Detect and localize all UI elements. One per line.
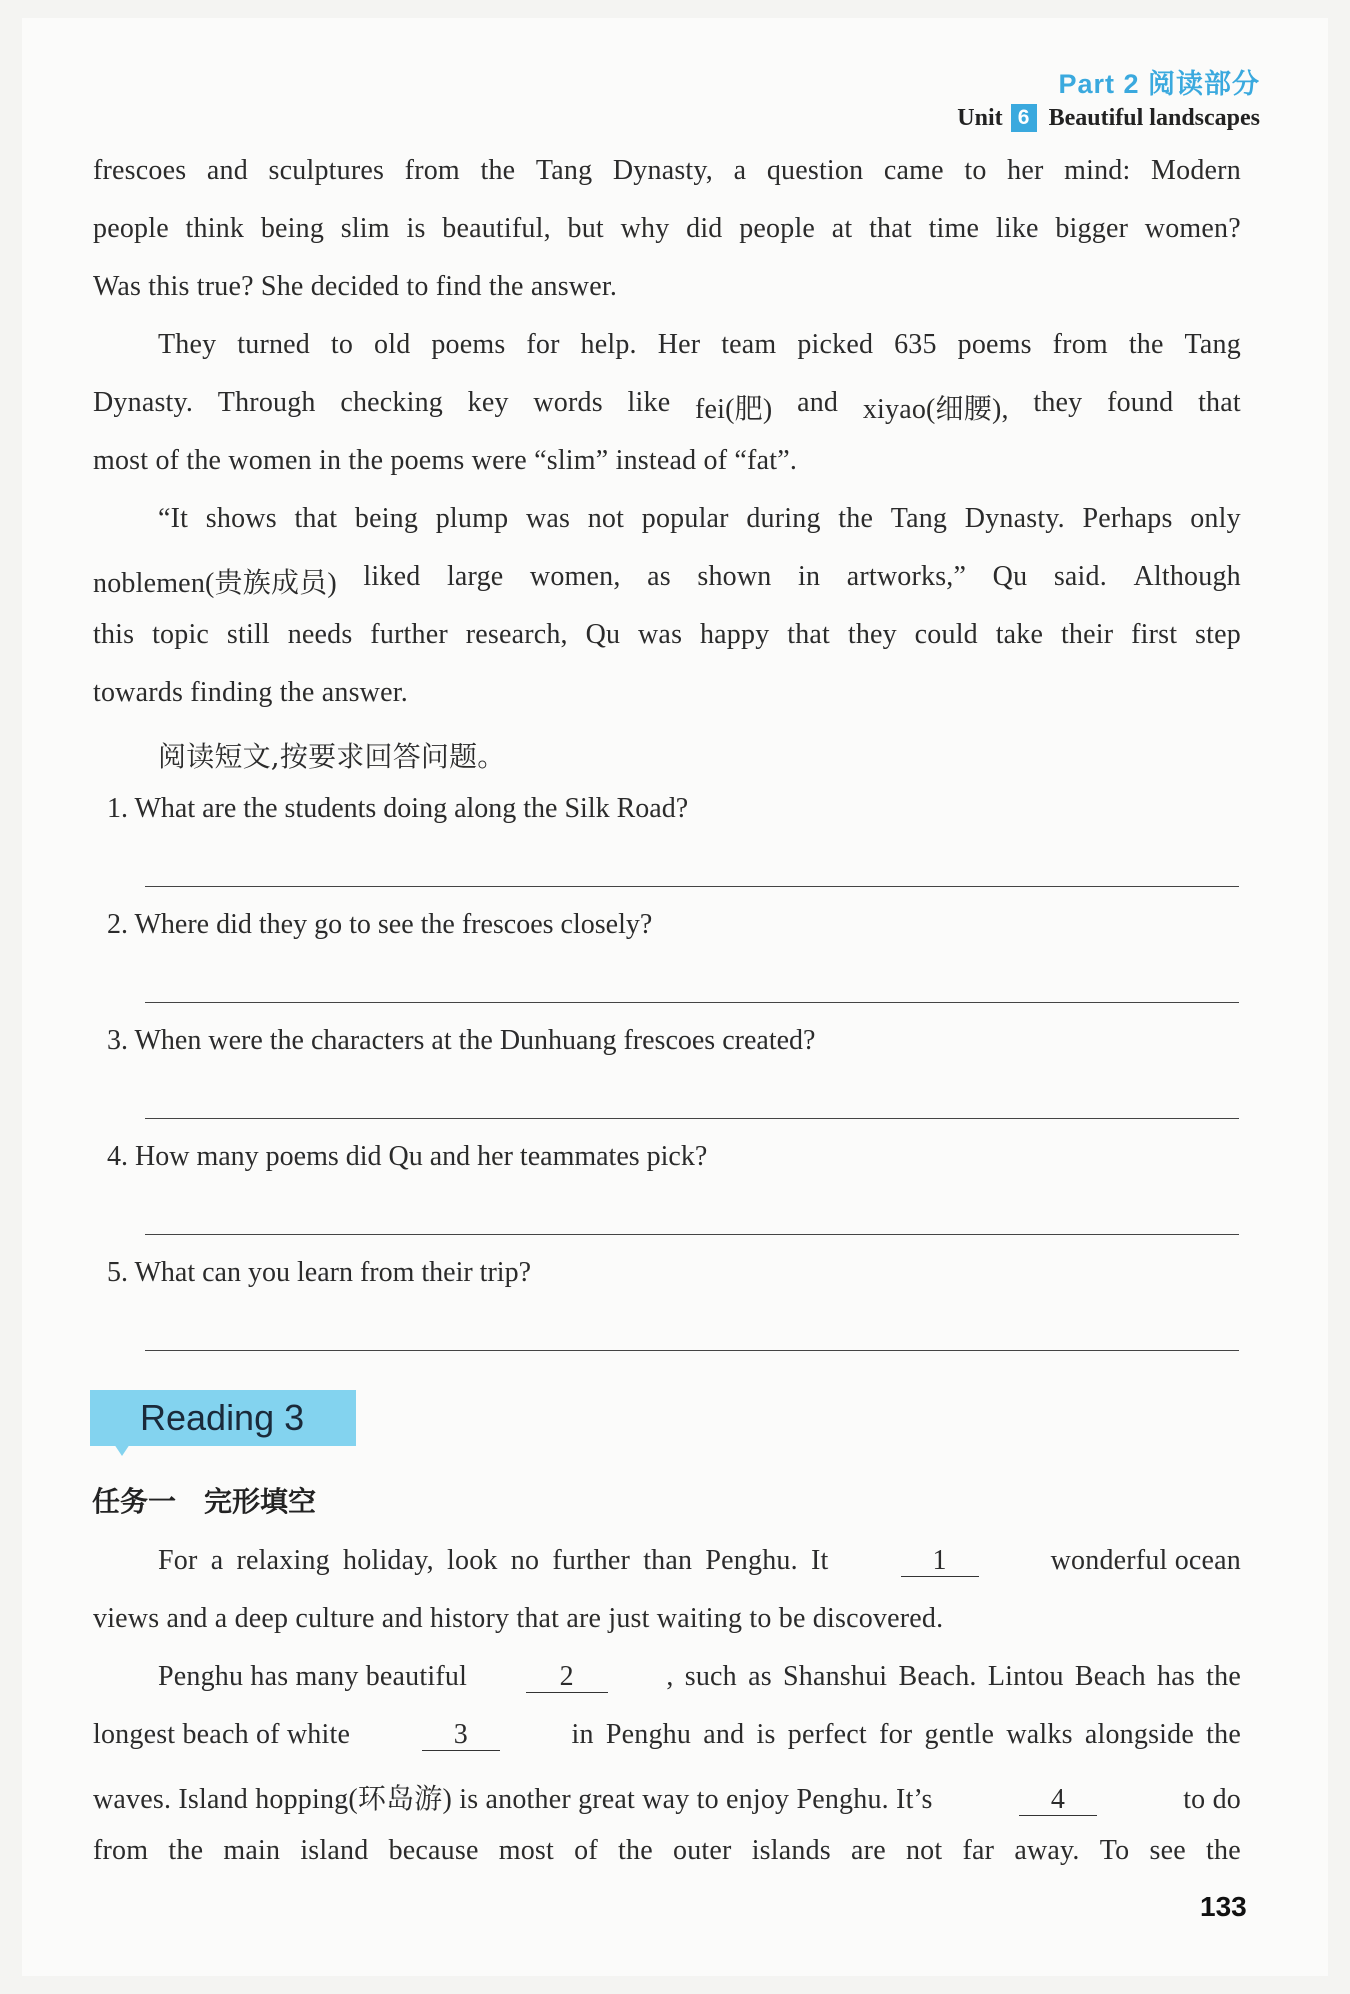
word: topic (152, 619, 210, 650)
word: popular (641, 503, 729, 534)
word: her (1007, 155, 1044, 186)
word: that (787, 619, 831, 650)
word: Her (657, 329, 701, 360)
word: needs (287, 619, 353, 650)
cloze-blank-2[interactable]: 2 (526, 1662, 608, 1693)
cloze-blank-1[interactable]: 1 (901, 1546, 979, 1577)
cloze-line-3 (158, 1661, 1241, 1693)
word: that (1198, 387, 1241, 418)
word: could (914, 619, 978, 650)
word: liked (363, 561, 421, 592)
word: that (869, 213, 912, 244)
word: question (766, 155, 864, 186)
cloze-line-4 (93, 1719, 1241, 1751)
word: the (618, 1835, 653, 1866)
banner-tail (114, 1444, 130, 1456)
word: this (93, 619, 135, 650)
question-2: 2. Where did they go to see the frescoes closely? (107, 909, 653, 940)
question-5: 5. What can you learn from their trip? (107, 1257, 531, 1288)
page-number: 133 (1200, 1891, 1247, 1922)
word: found (1107, 387, 1174, 418)
word: further (370, 619, 448, 650)
word: Dynasty. (93, 387, 194, 418)
word: in (798, 561, 821, 592)
word: for (526, 329, 560, 360)
word: did (686, 213, 723, 244)
passage-line-9 (93, 619, 1241, 651)
word: checking (340, 387, 443, 418)
word: fei(肥) (695, 394, 773, 425)
word: was (638, 619, 683, 650)
word: mind: (1064, 155, 1131, 186)
word: said. (1053, 561, 1107, 592)
cloze-blank-4[interactable]: 4 (1019, 1785, 1097, 1816)
word: are (851, 1835, 886, 1866)
word: as (647, 561, 671, 592)
word: Modern (1151, 155, 1241, 186)
word: most (498, 1835, 554, 1866)
word: old (374, 329, 411, 360)
word: shows (205, 503, 277, 534)
word: Perhaps (1082, 503, 1173, 534)
word: why (620, 213, 670, 244)
passage-line-5 (93, 387, 1241, 427)
unit-heading (957, 104, 1260, 132)
passage-line-4 (158, 329, 1241, 361)
word: time (928, 213, 980, 244)
word: because (388, 1835, 479, 1866)
word: noblemen(贵族成员) (93, 568, 337, 599)
word: still (226, 619, 270, 650)
word: of (574, 1835, 598, 1866)
word: from (93, 1835, 149, 1866)
word: They (158, 329, 217, 360)
part-heading: Part 2 阅读部分 (1058, 69, 1260, 99)
word: key (467, 387, 509, 418)
word: outer (673, 1835, 732, 1866)
cloze-text: For a relaxing holiday, look no further than Penghu. It (158, 1545, 829, 1576)
cloze-blank-3[interactable]: 3 (422, 1720, 500, 1751)
passage-line-8 (93, 561, 1241, 601)
word: people (739, 213, 816, 244)
cloze-line-5 (93, 1777, 1241, 1817)
cloze-text: waves. Island hopping(环岛游) is another great way to enjoy Penghu. It’s (93, 1784, 933, 1815)
word: take (995, 619, 1044, 650)
passage-line-10: towards finding the answer. (93, 677, 408, 708)
word: Tang (890, 503, 948, 534)
word: that (294, 503, 338, 534)
word: away. (1014, 1835, 1080, 1866)
passage-line-7 (158, 503, 1241, 535)
word: only (1190, 503, 1241, 534)
word: being (260, 213, 325, 244)
word: To (1099, 1835, 1130, 1866)
question-3: 3. When were the characters at the Dunhuang frescoes created? (107, 1025, 816, 1056)
word: was (525, 503, 571, 534)
word: from (1052, 329, 1108, 360)
unit-label: Unit (957, 104, 1003, 131)
cloze-line-2: views and a deep culture and history that are just waiting to be discovered. (93, 1603, 944, 1634)
word: women, (529, 561, 621, 592)
word: is (406, 213, 426, 244)
word: like (995, 213, 1039, 244)
unit-title: Beautiful landscapes (1048, 104, 1260, 131)
answer-line-3[interactable] (145, 1118, 1239, 1119)
cloze-text: in Penghu and is perfect for gentle walks alongside the (571, 1719, 1241, 1750)
word: help. (580, 329, 637, 360)
word: Dynasty. (964, 503, 1065, 534)
word: “It (158, 503, 189, 534)
word: poems (957, 329, 1032, 360)
word: like (627, 387, 671, 418)
word: Tang (1184, 329, 1241, 360)
passage-line-1 (93, 155, 1241, 187)
word: far (962, 1835, 995, 1866)
word: sculptures (268, 155, 385, 186)
word: from (404, 155, 460, 186)
word: Tang (535, 155, 593, 186)
answer-line-4[interactable] (145, 1234, 1239, 1235)
word: step (1195, 619, 1241, 650)
question-4: 4. How many poems did Qu and her teammates pick? (107, 1141, 708, 1172)
word: slim (340, 213, 390, 244)
word: but (567, 213, 604, 244)
word: beautiful, (442, 213, 551, 244)
word: bigger (1055, 213, 1129, 244)
answer-line-2[interactable] (145, 1002, 1239, 1003)
cloze-line-1 (158, 1545, 1241, 1577)
word: Qu (585, 619, 621, 650)
word: and (206, 155, 248, 186)
word: and (797, 387, 839, 418)
word: frescoes (93, 155, 187, 186)
word: being (354, 503, 419, 534)
word: research, (465, 619, 568, 650)
cloze-text: longest beach of white (93, 1719, 351, 1750)
word: artworks,” (846, 561, 967, 592)
word: xiyao(细腰), (862, 394, 1009, 425)
word: they (847, 619, 897, 650)
passage-line-3: Was this true? She decided to find the answer. (93, 271, 618, 302)
word: they (1033, 387, 1083, 418)
unit-number-badge: 6 (1011, 104, 1037, 132)
word: Although (1133, 561, 1241, 592)
word: island (300, 1835, 369, 1866)
word: people (93, 213, 169, 244)
word: words (533, 387, 603, 418)
word: during (746, 503, 821, 534)
word: first (1131, 619, 1178, 650)
word: their (1060, 619, 1114, 650)
task-title: 任务一 完形填空 (92, 1485, 317, 1518)
word: picked (797, 329, 874, 360)
word: the (838, 503, 874, 534)
word: happy (699, 619, 770, 650)
word: not (587, 503, 625, 534)
answer-line-5[interactable] (145, 1350, 1239, 1351)
cloze-text: , such as Shanshui Beach. Lintou Beach has the (666, 1661, 1241, 1692)
word: Dynasty, (612, 155, 713, 186)
word: Qu (992, 561, 1028, 592)
word: to (964, 155, 987, 186)
passage-line-6: most of the women in the poems were “slim” instead of “fat”. (93, 445, 798, 476)
cloze-text: to do (1183, 1784, 1241, 1815)
cloze-text: wonderful ocean (1050, 1545, 1241, 1576)
answer-line-1[interactable] (145, 886, 1239, 887)
word: women? (1144, 213, 1241, 244)
word: came (883, 155, 944, 186)
word: not (905, 1835, 943, 1866)
word: think (185, 213, 245, 244)
word: at (831, 213, 853, 244)
word: the (1206, 1835, 1241, 1866)
word: Through (217, 387, 316, 418)
cloze-line-6 (93, 1835, 1241, 1867)
word: a (733, 155, 747, 186)
question-1: 1. What are the students doing along the Silk Road? (107, 793, 689, 824)
word: the (480, 155, 516, 186)
word: turned (237, 329, 310, 360)
word: main (223, 1835, 281, 1866)
word: to (330, 329, 354, 360)
word: islands (751, 1835, 831, 1866)
word: plump (435, 503, 509, 534)
word: poems (431, 329, 506, 360)
word: team (721, 329, 777, 360)
instruction: 阅读短文,按要求回答问题。 (158, 740, 506, 773)
cloze-text: Penghu has many beautiful (158, 1661, 468, 1692)
word: large (446, 561, 504, 592)
banner-label: Reading 3 (140, 1397, 305, 1438)
passage-line-2 (93, 213, 1241, 245)
word: shown (697, 561, 772, 592)
word: the (1128, 329, 1164, 360)
word: the (168, 1835, 204, 1866)
word: see (1149, 1835, 1186, 1866)
word: 635 (894, 329, 937, 360)
